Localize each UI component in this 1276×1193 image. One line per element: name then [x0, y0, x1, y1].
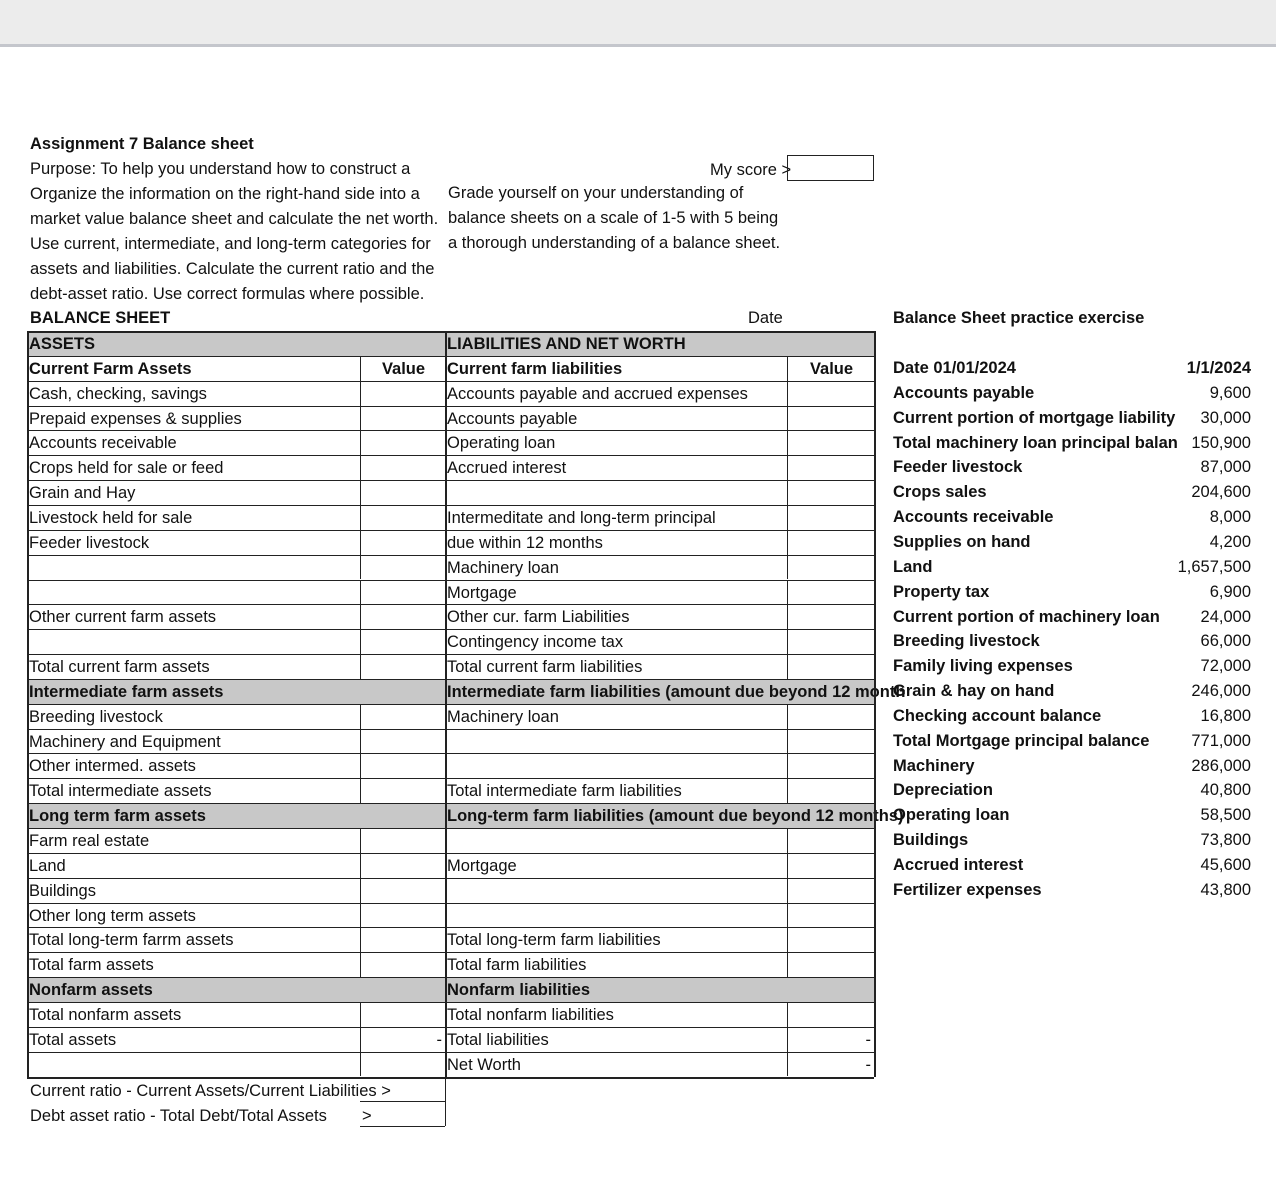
liability-value-cell[interactable] — [787, 456, 874, 481]
grid-vline — [360, 828, 361, 853]
practice-item-value: 58,500 — [1200, 806, 1251, 825]
liability-value-cell[interactable] — [787, 854, 874, 879]
grade-line: Grade yourself on your understanding of — [448, 184, 744, 202]
practice-item-value: 771,000 — [1191, 731, 1251, 750]
liability-value-cell[interactable]: - — [865, 1055, 871, 1074]
grid-hline — [27, 480, 874, 481]
asset-row-label: Buildings — [29, 881, 96, 900]
asset-value-header: Value — [381, 359, 426, 378]
liability-row-label: Total liabilities — [447, 1030, 549, 1049]
grid-hline — [27, 878, 874, 879]
grade-line: balance sheets on a scale of 1-5 with 5 being — [448, 209, 779, 227]
asset-section-title: Long term farm assets — [29, 807, 206, 826]
practice-item-label: Crops sales — [893, 483, 987, 502]
liability-section-title: Intermediate farm liabilities (amount due beyond 12 month — [447, 682, 906, 701]
grid-vline — [787, 505, 788, 530]
grid-vline — [787, 753, 788, 778]
liability-row-label: Machinery loan — [447, 707, 559, 726]
practice-item-value: 16,800 — [1200, 706, 1251, 725]
grid-vline — [787, 927, 788, 952]
liability-value-cell[interactable] — [787, 879, 874, 904]
practice-item-value: 73,800 — [1200, 831, 1251, 850]
liability-row-label — [445, 481, 787, 506]
grid-hline — [27, 828, 874, 829]
asset-row-label — [27, 556, 360, 581]
grid-vline — [360, 629, 361, 654]
practice-item-value: 6,900 — [1209, 582, 1251, 601]
grid-hline — [27, 580, 874, 581]
liability-value-cell[interactable] — [787, 630, 874, 655]
liability-row-label: Other cur. farm Liabilities — [447, 608, 630, 627]
asset-value-cell[interactable] — [360, 1053, 445, 1078]
purpose-line: market value balance sheet and calculate the net worth. — [30, 210, 439, 228]
liability-row-label: Total farm liabilities — [447, 956, 587, 975]
asset-row-label: Other intermed. assets — [29, 757, 196, 776]
liability-row-label: Operating loan — [447, 434, 556, 453]
grid-vline — [787, 555, 788, 580]
liability-value-cell[interactable] — [787, 705, 874, 730]
grid-vline — [787, 580, 788, 605]
liability-value-cell[interactable] — [787, 581, 874, 606]
practice-item-label: Depreciation — [893, 781, 993, 800]
asset-row-label: Breeding livestock — [29, 707, 163, 726]
practice-item-value: 87,000 — [1200, 458, 1251, 477]
liability-row-label: Mortgage — [447, 856, 517, 875]
grid-hline — [27, 604, 874, 605]
grid-hline — [27, 629, 874, 630]
asset-row-label: Accounts receivable — [29, 434, 177, 453]
grid-vline — [787, 356, 788, 381]
asset-value-cell[interactable] — [360, 630, 445, 655]
liability-value-cell[interactable] — [787, 431, 874, 456]
asset-value-cell[interactable] — [360, 481, 445, 506]
grid-vline — [787, 952, 788, 977]
grid-hline — [27, 952, 874, 953]
practice-item-label: Grain & hay on hand — [893, 682, 1055, 701]
grid-vline — [787, 406, 788, 431]
purpose-line: debt-asset ratio. Use correct formulas where possible. — [30, 285, 425, 303]
practice-item-value: 66,000 — [1200, 632, 1251, 651]
grid-hline — [27, 331, 874, 333]
asset-row-label: Farm real estate — [29, 832, 150, 850]
grid-vline — [787, 455, 788, 480]
asset-row-label: Feeder livestock — [29, 533, 150, 552]
practice-item-label: Date 01/01/2024 — [893, 359, 1016, 377]
grid-vline — [360, 1002, 361, 1027]
asset-section-title: Intermediate farm assets — [29, 682, 224, 701]
practice-item-label: Current portion of mortgage liability — [893, 408, 1176, 427]
asset-value-cell[interactable] — [360, 854, 445, 879]
asset-section-title: Nonfarm assets — [29, 981, 153, 1000]
liability-value-cell[interactable] — [787, 904, 874, 929]
practice-item-label: Family living expenses — [893, 657, 1073, 676]
grid-vline — [360, 604, 361, 629]
grid-vline — [787, 828, 788, 853]
asset-row-label: Prepaid expenses & supplies — [29, 409, 242, 428]
liability-row-label: Intermeditate and long-term principal — [447, 508, 716, 527]
asset-value-cell[interactable] — [360, 431, 445, 456]
grid-vline — [360, 878, 361, 903]
grid-vline — [360, 555, 361, 580]
liability-section-title: Long-term farm liabilities (amount due beyond 12 months) — [447, 807, 904, 826]
asset-value-cell[interactable] — [360, 605, 445, 630]
asset-column-header: Current Farm Assets — [29, 359, 192, 378]
liability-row-label — [445, 829, 787, 854]
grid-hline — [27, 704, 874, 705]
grid-hline — [27, 753, 874, 754]
practice-item-label: Property tax — [893, 582, 990, 601]
asset-value-cell[interactable] — [360, 879, 445, 904]
grid-vline — [360, 1027, 361, 1052]
grid-vline — [360, 853, 361, 878]
practice-item-label: Accrued interest — [893, 856, 1024, 874]
asset-value-cell[interactable] — [360, 581, 445, 606]
grid-vline — [360, 356, 361, 381]
asset-value-cell[interactable] — [360, 779, 445, 804]
grid-hline — [27, 679, 874, 680]
asset-value-cell[interactable] — [360, 456, 445, 481]
asset-row-label: Total long-term farrm assets — [29, 931, 234, 950]
grid-hline — [27, 778, 874, 779]
practice-item-label: Accounts receivable — [893, 508, 1054, 527]
liability-section-title: LIABILITIES AND NET WORTH — [447, 335, 686, 353]
purpose-line: Use current, intermediate, and long-term categories for — [30, 235, 431, 253]
grid-vline — [360, 430, 361, 455]
asset-value-cell[interactable] — [360, 953, 445, 978]
practice-item-value: 43,800 — [1200, 880, 1251, 899]
liability-value-cell[interactable] — [787, 531, 874, 556]
asset-value-cell[interactable] — [360, 382, 445, 407]
liability-row-label: Accounts payable and accrued expenses — [447, 384, 748, 403]
debt-asset-label: Debt asset ratio - Total Debt/Total Assets — [30, 1107, 327, 1125]
grade-line: a thorough understanding of a balance sheet. — [448, 234, 781, 252]
grid-hline — [27, 1052, 874, 1053]
liability-row-label: Total intermediate farm liabilities — [447, 782, 682, 801]
asset-row-label: Total nonfarm assets — [29, 1005, 182, 1024]
asset-row-label: Crops held for sale or feed — [29, 459, 224, 478]
asset-row-label: Total intermediate assets — [29, 782, 212, 801]
liability-value-cell[interactable] — [787, 730, 874, 755]
debt-asset-arrow: > — [362, 1107, 372, 1125]
grid-hline — [27, 927, 874, 928]
practice-item-value: 72,000 — [1200, 657, 1251, 676]
grid-hline — [27, 803, 874, 804]
liability-row-label: Total long-term farm liabilities — [447, 931, 661, 950]
asset-row-label: Other current farm assets — [29, 608, 217, 627]
asset-value-cell[interactable]: - — [436, 1030, 442, 1049]
liability-section-title: Nonfarm liabilities — [447, 981, 591, 1000]
practice-item-value: 45,600 — [1200, 856, 1251, 874]
practice-item-label: Feeder livestock — [893, 458, 1023, 477]
top-toolbar — [0, 0, 1276, 47]
practice-item-label: Current portion of machinery loan — [893, 607, 1160, 626]
grid-vline — [787, 1052, 788, 1077]
grid-vline — [360, 778, 361, 803]
liability-column-header: Current farm liabilities — [447, 359, 623, 378]
grid-vline — [360, 455, 361, 480]
liability-row-label: Mortgage — [447, 583, 517, 602]
grid-hline — [27, 530, 874, 531]
grid-vline — [787, 878, 788, 903]
liability-row-label — [445, 904, 787, 929]
liability-value-cell[interactable] — [787, 928, 874, 953]
asset-row-label: Machinery and Equipment — [29, 732, 221, 751]
grid-vline — [27, 331, 29, 1077]
grid-vline — [360, 704, 361, 729]
ratio-box-line — [360, 1126, 445, 1127]
purpose-line: Organize the information on the right-hand side into a — [30, 185, 420, 203]
liability-row-label — [445, 730, 787, 755]
grid-hline — [27, 555, 874, 556]
grid-vline — [787, 654, 788, 679]
asset-value-cell[interactable] — [360, 506, 445, 531]
grid-vline — [360, 530, 361, 555]
grid-hline — [27, 729, 874, 730]
grid-hline — [27, 381, 874, 382]
liability-value-cell[interactable] — [787, 1003, 874, 1028]
liability-value-cell[interactable] — [787, 779, 874, 804]
practice-item-label: Land — [893, 557, 933, 576]
purpose-line: Purpose: To help you understand how to construct a — [30, 160, 411, 178]
grid-vline — [787, 381, 788, 406]
asset-row-label: Other long term assets — [29, 906, 196, 925]
asset-row-label: Total assets — [29, 1030, 117, 1049]
asset-row-label: Total current farm assets — [29, 658, 210, 677]
grid-hline — [27, 903, 874, 904]
practice-item-value: 246,000 — [1191, 682, 1251, 701]
practice-item-label: Machinery — [893, 756, 975, 775]
liability-value-cell[interactable] — [787, 829, 874, 854]
asset-section-title: ASSETS — [29, 335, 96, 353]
grid-vline — [787, 853, 788, 878]
asset-row-label: Total farm assets — [29, 956, 154, 975]
asset-value-cell[interactable] — [360, 556, 445, 581]
grid-hline — [27, 654, 874, 655]
grid-hline — [27, 1002, 874, 1003]
practice-item-value: 9,600 — [1209, 383, 1251, 402]
assignment-title: Assignment 7 Balance sheet — [30, 135, 254, 153]
grid-vline — [787, 903, 788, 928]
liability-value-cell[interactable] — [787, 506, 874, 531]
practice-item-label: Checking account balance — [893, 706, 1102, 725]
grid-vline — [787, 480, 788, 505]
liability-row-label: Accrued interest — [447, 459, 567, 478]
liability-row-label: Machinery loan — [447, 558, 559, 577]
grid-vline — [787, 729, 788, 754]
score-input[interactable] — [787, 155, 874, 181]
grid-vline — [360, 729, 361, 754]
liability-row-label: Accounts payable — [447, 409, 578, 428]
liability-value-cell[interactable] — [787, 481, 874, 506]
grid-vline — [360, 580, 361, 605]
practice-item-label: Accounts payable — [893, 383, 1035, 402]
grid-vline — [787, 1002, 788, 1027]
grid-vline — [360, 753, 361, 778]
practice-item-value: 40,800 — [1200, 781, 1251, 800]
practice-item-value: 4,200 — [1209, 532, 1251, 551]
balance-sheet-label: BALANCE SHEET — [30, 309, 171, 327]
grid-hline — [27, 977, 874, 978]
grid-vline — [360, 406, 361, 431]
current-ratio-label: Current ratio - Current Assets/Current Liabilities > — [30, 1082, 391, 1100]
asset-value-cell[interactable] — [360, 705, 445, 730]
grid-hline — [27, 430, 874, 431]
grid-vline — [360, 927, 361, 952]
score-label: My score > — [710, 161, 792, 179]
asset-row-label: Livestock held for sale — [29, 508, 193, 527]
asset-row-label — [27, 630, 360, 655]
grid-vline — [360, 952, 361, 977]
date-label: Date — [748, 309, 783, 327]
liability-row-label — [445, 754, 787, 779]
grid-hline — [27, 455, 874, 456]
grid-vline — [360, 654, 361, 679]
practice-item-value: 1,657,500 — [1177, 557, 1251, 576]
asset-row-label — [27, 581, 360, 606]
asset-value-cell[interactable] — [360, 829, 445, 854]
grid-vline — [787, 530, 788, 555]
grid-hline — [27, 505, 874, 506]
grid-vline — [360, 480, 361, 505]
asset-value-cell[interactable] — [360, 531, 445, 556]
practice-item-label: Fertilizer expenses — [893, 880, 1042, 899]
asset-row-label: Cash, checking, savings — [29, 384, 207, 403]
practice-item-value: 1/1/2024 — [1186, 359, 1251, 377]
practice-item-label: Supplies on hand — [893, 532, 1031, 551]
asset-value-cell[interactable] — [360, 730, 445, 755]
liability-value-cell[interactable] — [787, 605, 874, 630]
grid-hline — [27, 406, 874, 407]
purpose-line: assets and liabilities. Calculate the current ratio and the — [30, 260, 435, 278]
asset-value-cell[interactable] — [360, 928, 445, 953]
grid-hline — [27, 1027, 874, 1028]
liability-row-label: Contingency income tax — [447, 633, 624, 652]
practice-item-label: Total machinery loan principal balan — [893, 433, 1178, 452]
grid-vline — [360, 505, 361, 530]
grid-vline — [360, 381, 361, 406]
grid-vline — [874, 331, 876, 1077]
practice-item-label: Breeding livestock — [893, 632, 1040, 651]
grid-vline — [787, 430, 788, 455]
liability-value-cell[interactable] — [787, 382, 874, 407]
liability-row-label: Total current farm liabilities — [447, 658, 643, 677]
liability-value-header: Value — [809, 359, 854, 378]
asset-value-cell[interactable] — [360, 655, 445, 680]
practice-item-label: Buildings — [893, 831, 969, 850]
ratio-box-line — [445, 1077, 446, 1127]
asset-value-cell[interactable] — [360, 1003, 445, 1028]
grid-vline — [360, 903, 361, 928]
liability-value-cell[interactable] — [787, 556, 874, 581]
liability-value-cell[interactable] — [787, 407, 874, 432]
practice-item-label: Operating loan — [893, 806, 1010, 825]
grid-vline — [360, 1052, 361, 1077]
asset-value-cell[interactable] — [360, 904, 445, 929]
liability-row-label — [445, 879, 787, 904]
grid-vline — [787, 704, 788, 729]
practice-item-value: 8,000 — [1209, 508, 1251, 527]
practice-item-value: 150,900 — [1191, 433, 1251, 452]
grid-vline — [787, 778, 788, 803]
liability-row-label: Net Worth — [447, 1055, 521, 1074]
grid-vline — [787, 1027, 788, 1052]
asset-value-cell[interactable] — [360, 407, 445, 432]
grid-vline — [445, 331, 447, 1077]
practice-item-value: 30,000 — [1200, 408, 1251, 427]
practice-item-label: Total Mortgage principal balance — [893, 731, 1150, 750]
grid-hline — [27, 853, 874, 854]
liability-value-cell[interactable]: - — [865, 1030, 871, 1049]
liability-row-label: due within 12 months — [447, 533, 603, 552]
practice-item-value: 24,000 — [1200, 607, 1251, 626]
grid-vline — [787, 604, 788, 629]
asset-value-cell[interactable] — [360, 754, 445, 779]
liability-row-label: Total nonfarm liabilities — [447, 1005, 614, 1024]
asset-row-label: Grain and Hay — [29, 484, 136, 503]
practice-title: Balance Sheet practice exercise — [893, 309, 1145, 327]
practice-item-value: 204,600 — [1191, 483, 1251, 502]
grid-hline — [27, 356, 874, 357]
asset-row-label: Land — [29, 856, 66, 875]
practice-item-value: 286,000 — [1191, 756, 1251, 775]
liability-value-cell[interactable] — [787, 754, 874, 779]
liability-value-cell[interactable] — [787, 953, 874, 978]
liability-value-cell[interactable] — [787, 655, 874, 680]
grid-vline — [787, 629, 788, 654]
